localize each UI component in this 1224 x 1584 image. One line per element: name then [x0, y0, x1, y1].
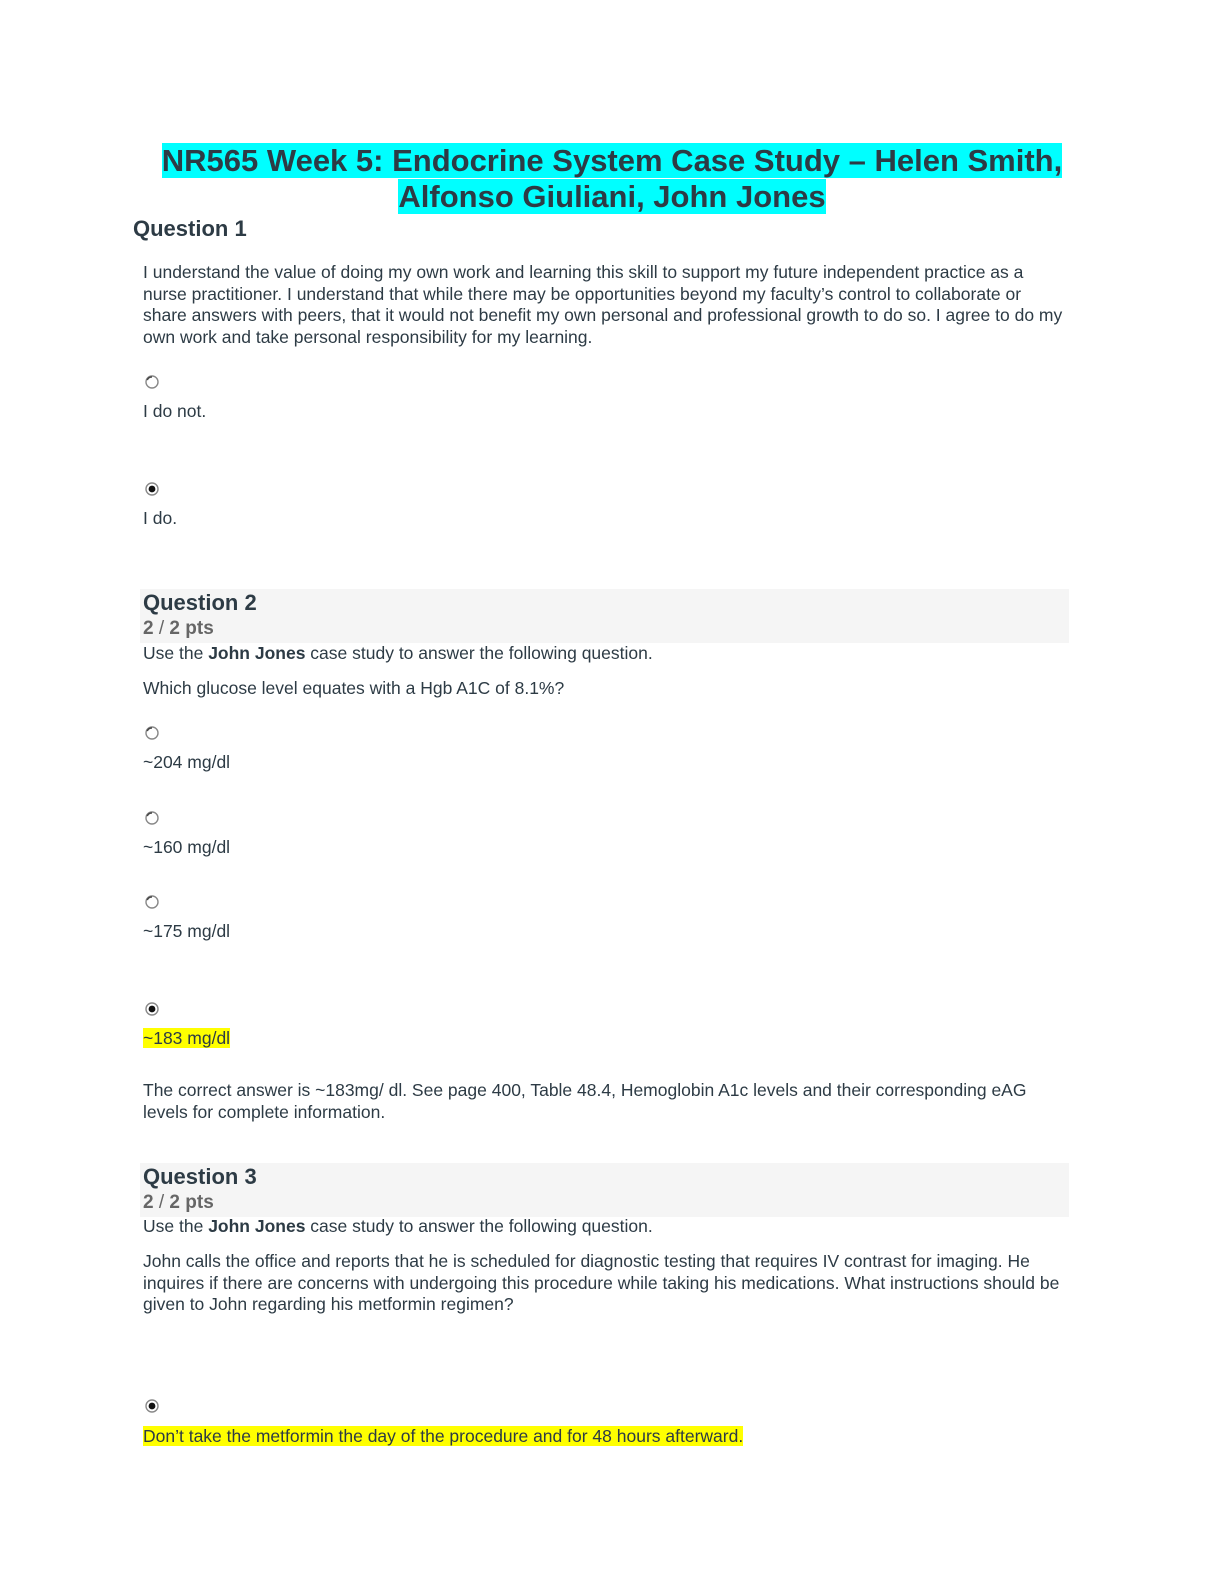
question-2-prompt: Which glucose level equates with a Hgb A1C of 8.1%?: [143, 678, 565, 698]
question-2-intro: [143, 643, 1068, 665]
question-3-score: 2: [143, 1192, 154, 1213]
question-2-header: [140, 589, 1069, 643]
question-1-heading: Question 1: [133, 216, 247, 241]
highlighted-answer: Don’t take the metformin the day of the procedure and for 48 hours afterward.: [143, 1426, 744, 1446]
intro-text: Use the: [143, 643, 209, 663]
question-2-option-1: ~204 mg/dl: [143, 752, 231, 772]
case-name: John Jones: [208, 643, 306, 663]
radio-selected-icon[interactable]: [145, 1399, 159, 1413]
case-name: John Jones: [208, 1216, 306, 1236]
question-3-option-1-correct: [143, 1425, 743, 1447]
intro-text: Use the: [143, 1216, 209, 1236]
question-2-score: 2: [143, 618, 154, 639]
question-2-heading: Question 2: [143, 590, 257, 615]
question-1-option-2: I do.: [143, 508, 178, 528]
question-3-points: [143, 1191, 214, 1215]
question-2-slash: /: [158, 618, 165, 639]
question-1-option-1: I do not.: [143, 401, 207, 421]
radio-unselected-icon[interactable]: [145, 726, 159, 740]
highlighted-answer: ~183 mg/dl: [143, 1028, 231, 1048]
radio-unselected-icon[interactable]: [145, 895, 159, 909]
question-2-possible: 2 pts: [169, 618, 214, 639]
question-3-intro: [143, 1216, 1068, 1238]
title-line-2: Alfonso Giuliani, John Jones: [398, 179, 826, 214]
intro-text: case study to answer the following question.: [305, 643, 653, 663]
document-title: [140, 143, 1084, 215]
question-1-statement: I understand the value of doing my own work and learning this skill to support my future independent practice as a nurse practitioner. I understand that while there may be opportunities beyond my faculty’s control to collaborate or share answers with peers, that it would not benefit my own personal and professional growth to do so. I agree to do my own work and take personal responsibility for my learning.: [143, 262, 1063, 347]
question-2-points: [143, 617, 214, 641]
title-line-1: NR565 Week 5: Endocrine System Case Study – Helen Smith,: [161, 143, 1063, 178]
radio-unselected-icon[interactable]: [145, 811, 159, 825]
question-3-heading: Question 3: [143, 1164, 257, 1189]
question-3-slash: /: [158, 1192, 165, 1213]
radio-selected-icon[interactable]: [145, 1002, 159, 1016]
question-3-possible: 2 pts: [169, 1192, 214, 1213]
intro-text: case study to answer the following question.: [305, 1216, 653, 1236]
question-2-feedback: The correct answer is ~183mg/ dl. See page 400, Table 48.4, Hemoglobin A1c levels and their corresponding eAG levels for complete information.: [143, 1080, 1027, 1122]
question-2-option-3: ~175 mg/dl: [143, 921, 231, 941]
radio-selected-icon[interactable]: [145, 482, 159, 496]
question-3-prompt: John calls the office and reports that he is scheduled for diagnostic testing that requires IV contrast for imaging. He inquires if there are concerns with undergoing this procedure while taking his medications. What instructions should be given to John regarding his metformin regimen?: [143, 1251, 1060, 1314]
radio-unselected-icon[interactable]: [145, 375, 159, 389]
question-3-header: [140, 1163, 1069, 1217]
question-2-option-2: ~160 mg/dl: [143, 837, 231, 857]
question-2-option-4-correct: [143, 1027, 230, 1049]
